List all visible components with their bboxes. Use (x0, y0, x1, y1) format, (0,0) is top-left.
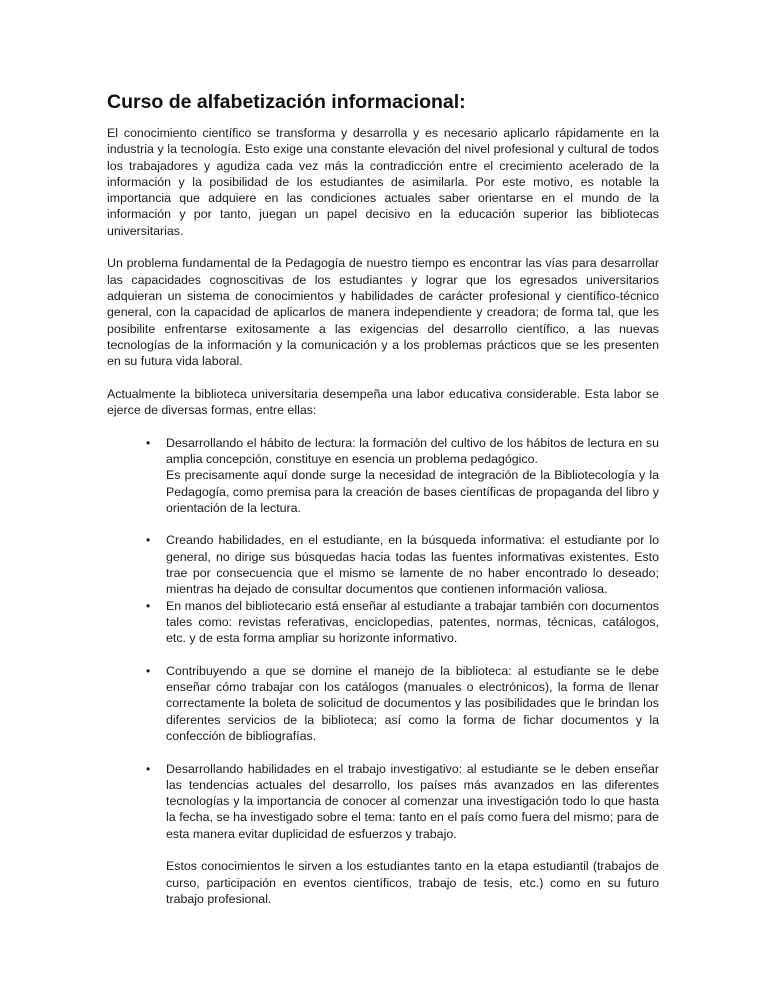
paragraph-library-role: Actualmente la biblioteca universitaria desempeña una labor educativa considerable. Esta labor se ejerce de diversas formas, entre ellas: (107, 386, 659, 418)
bullet-list (107, 435, 659, 842)
list-item (107, 435, 659, 516)
list-item (107, 663, 659, 744)
bullet-icon: • (146, 761, 151, 776)
list-item-text: Desarrollando el hábito de lectura: la formación del cultivo de los hábitos de lectura en su amplia concepción, constituye en esencia un problema pedagógico. (166, 435, 659, 466)
bullet-icon: • (146, 533, 151, 548)
list-item-text: En manos del bibliotecario está enseñar al estudiante a trabajar también con documentos tales como: revistas referativas, enciclopedias, patentes, normas, técnicas, catálogos, etc. y de esta forma ampliar su horizonte informativo. (166, 598, 659, 646)
paragraph-closing: Estos conocimientos le sirven a los estudiantes tanto en la etapa estudiantil (trabajos de curso, participación en eventos científicos, trabajo de tesis, etc.) como en su futuro trabajo profesional. (166, 859, 659, 906)
document-page (107, 90, 659, 907)
list-item-text: Creando habilidades, en el estudiante, en la búsqueda informativa: el estudiante por lo general, no dirige sus búsquedas hacia todas las fuentes informativas existentes. Esto trae por consecuencia que el mismo se lamente de no haber encontrado lo deseado; mientras ha dejado de consultar documentos que contienen información valiosa. (166, 533, 659, 597)
paragraph-intro: El conocimiento científico se transforma y desarrolla y es necesario aplicarlo rápidamente en la industria y la tecnología. Esto exige una constante elevación del nivel profesional y cultural de todos los trabajadores y agudiza cada vez más la contradicción entre el crecimiento acelerado de la información y la posibilidad de los estudiantes de asimilarla. Por este motivo, es notable la importancia que adquiere en las condiciones actuales saber orientarse en el mundo de la información y por tanto, juegan un papel decisivo en la educación superior las bibliotecas universitarias. (107, 126, 659, 238)
list-item-text: Desarrollando habilidades en el trabajo investigativo: al estudiante se le deben enseñar las tendencias actuales del desarrollo, los países más avanzados en las diferentes tecnologías y la importancia de conocer al comenzar una investigación todo lo que hasta la fecha, se ha investigado sobre el tema: tanto en el país como fuera del mismo; para de esta manera evitar duplicidad de esfuerzos y trabajo. (166, 761, 659, 841)
list-item-continuation: Es precisamente aquí donde surge la necesidad de integración de la Bibliotecología y la Pedagogía, como premisa para la creación de bases científicas de propaganda del libro y orientación de la lectura. (166, 468, 659, 515)
list-item-text: Contribuyendo a que se domine el manejo de la biblioteca: al estudiante se le debe enseñar cómo trabajar con los catálogos (manuales o electrónicos), la forma de llenar correctamente la boleta de solicitud de documentos y las posibilidades que le brindan los diferentes servicios de la biblioteca; así como la forma de fichar documentos y la confección de bibliografías. (166, 663, 659, 743)
document-title: Curso de alfabetización informacional: (107, 91, 466, 113)
list-item (107, 761, 659, 842)
bullet-icon: • (146, 663, 151, 678)
list-item (107, 532, 659, 597)
bullet-icon: • (146, 435, 151, 450)
bullet-icon: • (146, 598, 151, 613)
list-item (107, 598, 659, 647)
paragraph-pedagogy: Un problema fundamental de la Pedagogía de nuestro tiempo es encontrar las vías para desarrollar las capacidades cognoscitivas de los estudiantes y lograr que los egresados universitarios adquieran un sistema de conocimientos y habilidades de carácter profesional y científico-técnico general, con la capacidad de aplicarlos de manera independiente y creadora; de forma tal, que les posibilite enfrentarse exitosamente a las exigencias del desarrollo científico, a las nuevas tecnologías de la información y la comunicación y a los problemas prácticos que se les presenten en su futura vida laboral. (107, 256, 659, 369)
